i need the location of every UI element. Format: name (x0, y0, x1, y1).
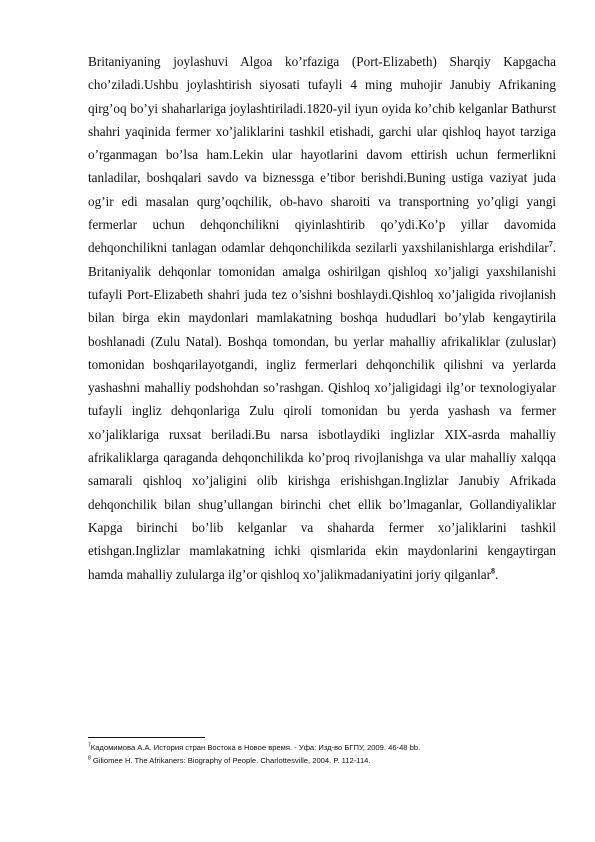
footnote-separator (88, 737, 205, 738)
footnote-number: 7 (88, 742, 91, 749)
footnote-text: Кадомимова А.А. История стран Востока в Новое время. - Уфа: Изд-во БГПУ, 2009. 46-48 bb. (90, 743, 421, 752)
body-text-end: . (494, 566, 499, 582)
body-text-part-2: . Britaniyalik dehqonlar tomonidan amalga oshirilgan qishloq xo’jaligi yaxshilanishi tufayli Port-Elizabeth shahri juda tez o’sishni boshlaydi.Qishloq xo’jaligida rivojlanish bilan birga ekin maydonlari mamlakatning boshqa hududlari bo’ylab kengaytirila boshlanadi (Zulu Natal). Boshqa tomondan, bu yerlar mahalliy afrikaliklar (zuluslar) tomonidan boshqarilayotgandi, ingliz fermerlari dehqonchilik qilishni va yerlarda yashashni mahalliy podshohdan so’rashgan. Qishloq xo’jaligidagi ilg’or texnologiyalar tufayli ingliz dehqonlariga Zulu qiroli tomonidan bu yerda yashash va fermer xo’jaliklariga ruxsat beriladi.Bu narsa isbotlaydiki inglizlar XIX-asrda mahalliy afrikaliklarga qaraganda dehqonchilikda ko’proq rivojlanishga va ular mahalliy xalqqa samarali qishloq xo’jaligini olib kirishga erishishgan.Inglizlar Janubiy Afrikada dehqonchilik bilan shug’ullangan birinchi chet ellik bo’lmaganlar, Gollandiyaliklar Kapga birinchi bo’lib kelganlar va shaharda fermer xo’jaliklarini tashkil etishgan.Inglizlar mamlakatning ichki qismlarida ekin maydonlarini kengaytirgan hamda mahalliy zulularga ilg’or qishloq xo’jalikmadaniyatini joriy qilganlar (88, 240, 556, 582)
footnote-ref-8[interactable]: 8 (490, 566, 495, 576)
body-paragraph (88, 50, 556, 586)
body-text-part-1: Britaniyaning joylashuvi Algoa ko’rfaziga (Port-Elizabeth) Sharqiy Kapgacha cho’ziladi.Ushbu joylashtirish siyosati tufayli 4 ming muhojir Janubiy Afrikaning qirg’oq bo’yi shaharlariga joylashtiriladi.1820-yil iyun oyida ko’chib kelganlar Bathurst shahri yaqinida fermer xo’jaliklarini tashkil etishadi, garchi ular qishloq hayot tarziga o’rganmagan bo’lsa ham.Lekin ular hayotlarini davom ettirish uchun fermerlikni tanladilar, boshqalari savdo va biznessga e’tibor berishdi.Buning ustiga vaziyat juda og’ir edi masalan qurg’oqchilik, ob-havo sharoiti va transportning yo’qligi yangi fermerlar uchun dehqonchilikni qiyinlashtirib qo’ydi.Ko’p yillar davomida dehqonchilikni tanlagan odamlar dehqonchilikda sezilarli yaxshilanishlarga erishdilar (88, 54, 556, 256)
footnote-8 (88, 754, 556, 767)
footnote-7 (88, 741, 556, 754)
footnote-number: 8 (88, 755, 91, 762)
footnote-ref-7[interactable]: 7 (548, 239, 553, 249)
document-page (88, 50, 556, 586)
footnotes-section (88, 737, 556, 767)
footnote-text: Giliomee H. The Afrikaners: Biography of People. Charlottesville, 2004. P. 112-114. (90, 756, 371, 765)
